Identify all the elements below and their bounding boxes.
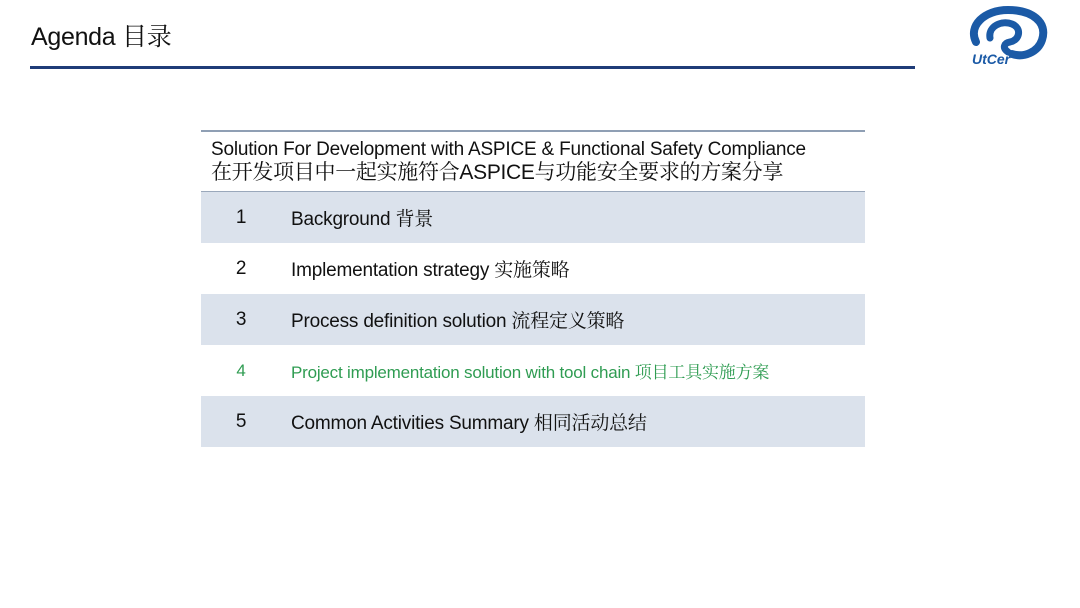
agenda-item-number: 3: [235, 308, 247, 330]
logo-inner-swirl: [990, 23, 1019, 52]
slide-title: Agenda 目录: [31, 23, 172, 51]
agenda-item-label: Process definition solution 流程定义策略: [291, 311, 625, 332]
agenda-item-3[interactable]: [201, 294, 865, 345]
agenda-item-number: 1: [235, 206, 247, 228]
agenda-item-number: 5: [235, 410, 247, 432]
agenda-item-label: Common Activities Summary 相同活动总结: [291, 413, 647, 434]
agenda-header: [201, 132, 865, 191]
agenda-item-number: 2: [235, 257, 247, 279]
agenda-item-number: 4: [236, 360, 246, 380]
title-underline: [30, 66, 915, 69]
agenda-item-4[interactable]: [201, 345, 865, 396]
agenda-item-2[interactable]: [201, 243, 865, 294]
agenda-header-english: Solution For Development with ASPICE & Functional Safety Compliance: [211, 139, 806, 160]
logo-wordmark: UtCer: [972, 51, 1011, 67]
agenda-item-label: Project implementation solution with tool chain 项目工具实施方案: [291, 363, 770, 382]
agenda-header-chinese: 在开发项目中一起实施符合ASPICE与功能安全要求的方案分享: [211, 160, 784, 184]
agenda-item-1[interactable]: [201, 192, 865, 243]
agenda-item-label: Background 背景: [291, 209, 434, 230]
agenda-item-5[interactable]: [201, 396, 865, 447]
agenda-item-label: Implementation strategy 实施策略: [291, 260, 570, 281]
utcer-logo: [962, 4, 1054, 68]
agenda-table: [201, 130, 865, 447]
